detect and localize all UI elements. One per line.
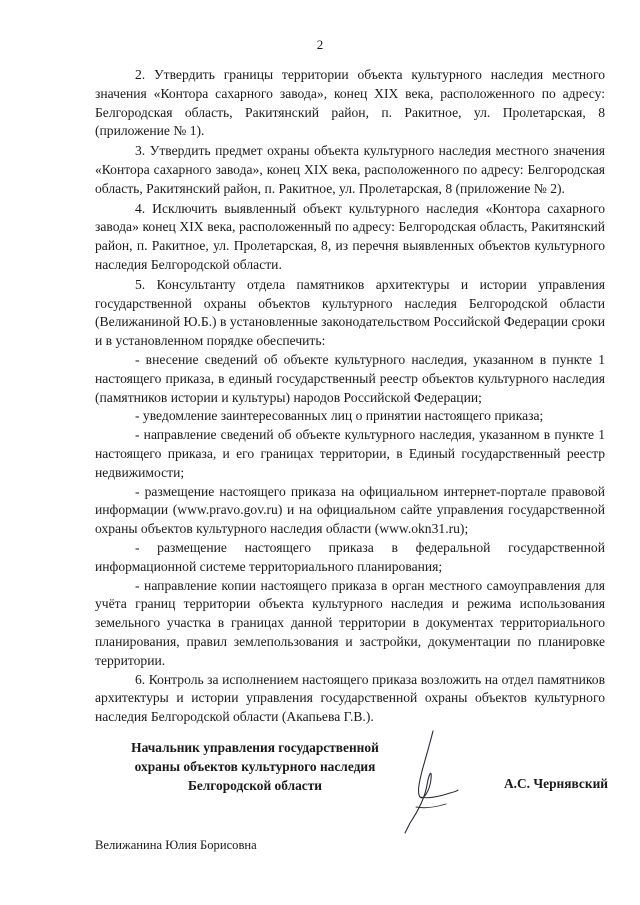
bullet-notification: - уведомление заинтересованных лиц о принятии настоящего приказа; xyxy=(135,408,544,424)
executor-name: Велижанина Юлия Борисовна xyxy=(95,838,257,852)
bullet-real-estate-registry: - направление сведений об объекте культурного наследия, указанном в пункте 1 настоящего приказа, и его границах территории, в Единый государственный реестр недвижимости; xyxy=(95,427,605,480)
signatory-name: А.С. Чернявский xyxy=(503,776,608,791)
bullet-publication: - размещение настоящего приказа на официальном интернет-портале правовой информации (www.pravo.gov.ru) и на официальном сайте управления государственной охраны объектов культурного наследия области (www.okn31.ru); xyxy=(95,483,605,537)
signatory-title-line-2: охраны объектов культурного наследия xyxy=(134,759,376,774)
signatory-title-line-3: Белгородской области xyxy=(187,778,323,793)
paragraph-4: 4. Исключить выявленный объект культурного наследия «Контора сахарного завода» конец XIX века, расположенный по адресу: Белгородская область, Ракитянский район, п. Ракитное, ул. Пролетарская, 8, из перечня выявленных объектов культурного наследия Белгородской области. xyxy=(95,200,605,272)
document-body xyxy=(95,66,605,727)
bullet-local-government: - направление копии настоящего приказа в орган местного самоуправления для учёта границ территории объекта культурного наследия и режима использования земельного участка в границах данной территории в документах территориального планирования, правил землепользования и застройки, документации по планировке территории. xyxy=(95,577,605,668)
signatory-title xyxy=(95,738,415,795)
paragraph-5: 5. Консультанту отдела памятников архитектуры и истории управления государственной охраны объектов культурного наследия Белгородской области (Велижаниной Ю.Б.) в установленные законодательством Российской Федерации сроки и в установленном порядке обеспечить: xyxy=(95,276,605,349)
bullet-registry: - внесение сведений об объекте культурного наследия, указанном в пункте 1 настоящего приказа, в единый государственный реестр объектов культурного наследия (памятников истории и культуры) народов Российской Федерации; xyxy=(95,351,605,405)
paragraph-6: 6. Контроль за исполнением настоящего приказа возложить на отдел памятников архитектуры и истории управления государственной охраны объектов культурного наследия Белгородской области (Акапьева Г.В.). xyxy=(95,671,605,725)
page-number: 2 xyxy=(316,37,324,52)
handwritten-signature xyxy=(400,727,460,835)
paragraph-3: 3. Утвердить предмет охраны объекта культурного наследия местного значения «Контора сахарного завода», конец XIX века, расположенного по адресу: Белгородская область, Ракитянский район, п. Ракитное, ул. Пролетарская, 8 (приложение № 2). xyxy=(95,143,605,196)
bullet-planning-system: - размещение настоящего приказа в федеральной государственной информационной системе территориального планирования; xyxy=(95,539,605,574)
signatory-title-line-1: Начальник управления государственной xyxy=(131,740,379,755)
paragraph-2: 2. Утвердить границы территории объекта культурного наследия местного значения «Контора сахарного завода», конец XIX века, расположенного по адресу: Белгородская область, Ракитянский район, п. Ракитное, ул. Пролетарская, 8 (приложение № 1). xyxy=(95,67,605,139)
